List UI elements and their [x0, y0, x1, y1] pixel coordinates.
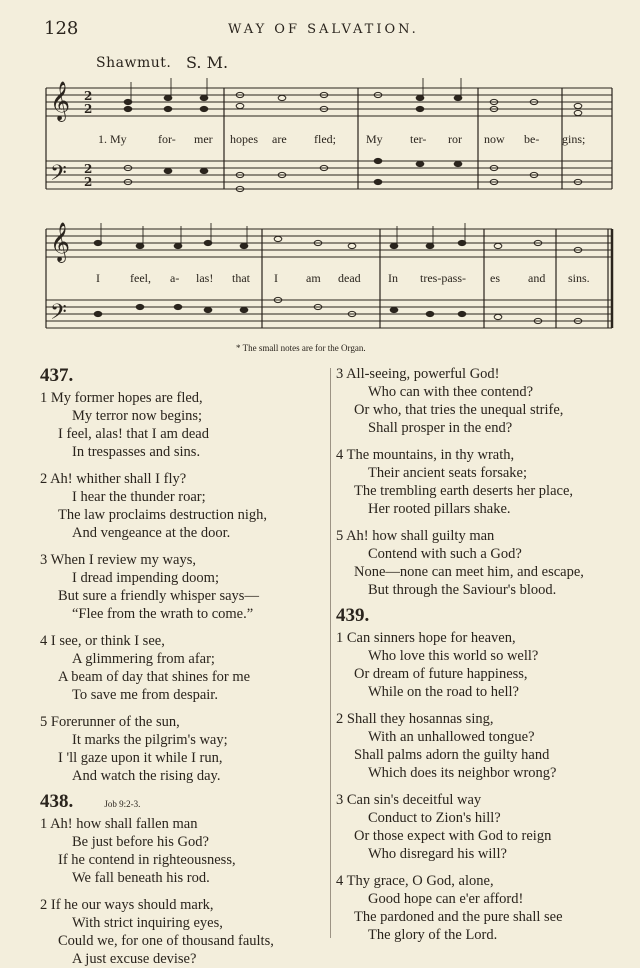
verse-line: Could we, for one of thousand faults, — [58, 933, 274, 949]
verse-line: “Flee from the wrath to come.” — [72, 606, 254, 622]
verse-line: In trespasses and sins. — [72, 444, 201, 460]
verse-line: To save me from despair. — [72, 687, 218, 703]
lyric-syllable: a- — [170, 271, 180, 285]
verse-line: While on the road to hell? — [368, 684, 519, 700]
verse-line: 2 Ah! whither shall I fly? — [40, 471, 187, 487]
hymn-heading — [40, 365, 330, 389]
lyric-syllable: fled; — [314, 132, 336, 146]
verse-line: 5 Ah! how shall guilty man — [336, 528, 495, 544]
svg-text:𝄢: 𝄢 — [50, 161, 67, 191]
stanza — [40, 713, 330, 785]
stanza — [40, 389, 330, 461]
verse-line: The glory of the Lord. — [368, 927, 498, 943]
hymn-heading — [40, 791, 330, 815]
stanza — [40, 551, 330, 623]
verse-line: Good hope can e'er afford! — [368, 891, 524, 907]
lyric-syllable: ter- — [410, 132, 427, 146]
music-score-image — [0, 0, 640, 345]
verse-line: Who disregard his will? — [368, 846, 507, 862]
stanza — [336, 527, 636, 599]
hymn-number: 439. — [336, 605, 370, 626]
verse-line: I hear the thunder roar; — [72, 489, 206, 505]
verse-line: A glimmering from afar; — [72, 651, 215, 667]
lyric-syllable: now — [484, 132, 505, 146]
verse-line: None—none can meet him, and escape, — [354, 564, 584, 580]
lyric-syllable: and — [528, 271, 546, 285]
lyric-syllable: for- — [158, 132, 176, 146]
verse-line: 1 My former hopes are fled, — [40, 390, 203, 406]
organ-footnote: * The small notes are for the Organ. — [236, 343, 366, 353]
verse-line: Be just before his God? — [72, 834, 209, 850]
svg-text:2: 2 — [84, 102, 93, 116]
column-divider — [330, 368, 331, 938]
verse-line: Who love this world so well? — [368, 648, 539, 664]
lyric-syllable: es — [490, 271, 500, 285]
verse-line: 2 Shall they hosannas sing, — [336, 711, 494, 727]
lyric-syllable: 1. My — [98, 132, 127, 146]
lyric-syllable: are — [272, 132, 287, 146]
verse-line: Or dream of future happiness, — [354, 666, 528, 682]
stanza — [40, 632, 330, 704]
verse-line: A just excuse devise? — [72, 951, 197, 967]
verse-line: 2 If he our ways should mark, — [40, 897, 214, 913]
lyric-syllable: that — [232, 271, 250, 285]
verse-line: Shall prosper in the end? — [368, 420, 513, 436]
lyric-syllable: My — [366, 132, 383, 146]
stanza — [336, 791, 636, 863]
stanza — [40, 896, 330, 968]
verse-line: The pardoned and the pure shall see — [354, 909, 563, 925]
hymn-heading — [336, 605, 636, 629]
hymn-number: 437. — [40, 365, 74, 386]
verse-line: 3 Can sin's deceitful way — [336, 792, 482, 808]
verse-line: Which does its neighbor wrong? — [368, 765, 557, 781]
verse-line: 5 Forerunner of the sun, — [40, 714, 180, 730]
verse-line: Contend with such a God? — [368, 546, 522, 562]
scripture-reference: Job 9:2-3. — [104, 799, 141, 809]
lyric-syllable: hopes — [230, 132, 258, 146]
clefs-and-timesigs — [50, 81, 92, 330]
verse-line: Or those expect with God to reign — [354, 828, 552, 844]
verse-line: 4 The mountains, in thy wrath, — [336, 447, 515, 463]
verse-line: I dread impending doom; — [72, 570, 219, 586]
svg-text:𝄢: 𝄢 — [50, 300, 67, 330]
verse-line: Shall palms adorn the guilty hand — [354, 747, 550, 763]
lyric-syllable: las! — [196, 271, 214, 285]
verse-line: But through the Saviour's blood. — [368, 582, 557, 598]
verse-line: And vengeance at the door. — [72, 525, 231, 541]
staff-lines — [46, 88, 612, 328]
bar-lines — [46, 88, 612, 328]
hymn-number: 438. — [40, 791, 74, 812]
verse-line: 3 All-seeing, powerful God! — [336, 366, 500, 382]
svg-text:2: 2 — [84, 175, 93, 189]
svg-text:𝄞: 𝄞 — [50, 81, 71, 121]
lyric-syllable: am — [306, 271, 321, 285]
verse-line: 4 Thy grace, O God, alone, — [336, 873, 494, 889]
verse-line: If he contend in righteousness, — [58, 852, 236, 868]
lyric-syllable: I — [274, 271, 278, 285]
lyric-syllable: be- — [524, 132, 540, 146]
stanza — [40, 815, 330, 887]
svg-text:2: 2 — [84, 89, 93, 103]
tune-name: Shawmut. — [96, 55, 172, 71]
verse-line: A beam of day that shines for me — [58, 669, 251, 685]
svg-text:𝄞: 𝄞 — [50, 222, 71, 262]
verse-line: With an unhallowed tongue? — [368, 729, 535, 745]
tune-meter: S. M. — [186, 53, 229, 72]
notes — [94, 92, 582, 323]
lyric-syllable: I — [96, 271, 100, 285]
stanza — [336, 710, 636, 782]
verse-line: The law proclaims destruction nigh, — [58, 507, 267, 523]
lyric-syllable: dead — [338, 271, 361, 285]
lyric-syllable: tres-pass- — [420, 271, 466, 285]
stanza — [336, 629, 636, 701]
lyric-syllable: sins. — [568, 271, 590, 285]
verse-line: Conduct to Zion's hill? — [368, 810, 501, 826]
verse-line: I 'll gaze upon it while I run, — [58, 750, 223, 766]
lyric-syllable: gins; — [562, 132, 586, 146]
page-number: 128 — [44, 18, 79, 39]
verse-line: I feel, alas! that I am dead — [58, 426, 209, 442]
left-column — [40, 365, 330, 968]
verse-line: Or who, that tries the unequal strife, — [354, 402, 564, 418]
lyric-syllable: ror — [448, 132, 462, 146]
lyric-syllable: feel, — [130, 271, 151, 285]
stanza — [336, 365, 636, 437]
verse-line: With strict inquiring eyes, — [72, 915, 223, 931]
stanza — [40, 470, 330, 542]
lyric-syllable: In — [388, 271, 398, 285]
note-stems — [101, 78, 465, 246]
running-title: WAY OF SALVATION. — [228, 22, 419, 37]
svg-text:2: 2 — [84, 162, 93, 176]
right-column — [336, 365, 636, 944]
stanza — [336, 446, 636, 518]
verse-line: 4 I see, or think I see, — [40, 633, 165, 649]
verse-line: 1 Can sinners hope for heaven, — [336, 630, 516, 646]
verse-line: Their ancient seats forsake; — [368, 465, 528, 481]
verse-line: And watch the rising day. — [72, 768, 221, 784]
lyric-syllable: mer — [194, 132, 213, 146]
verse-line: My terror now begins; — [72, 408, 203, 424]
verse-line: It marks the pilgrim's way; — [72, 732, 228, 748]
verse-line: Who can with thee contend? — [368, 384, 534, 400]
stanza — [336, 872, 636, 944]
verse-line: But sure a friendly whisper says— — [58, 588, 259, 604]
verse-line: Her rooted pillars shake. — [368, 501, 511, 517]
verse-line: The trembling earth deserts her place, — [354, 483, 574, 499]
verse-line: 1 Ah! how shall fallen man — [40, 816, 198, 832]
verse-line: 3 When I review my ways, — [40, 552, 196, 568]
verse-line: We fall beneath his rod. — [72, 870, 210, 886]
